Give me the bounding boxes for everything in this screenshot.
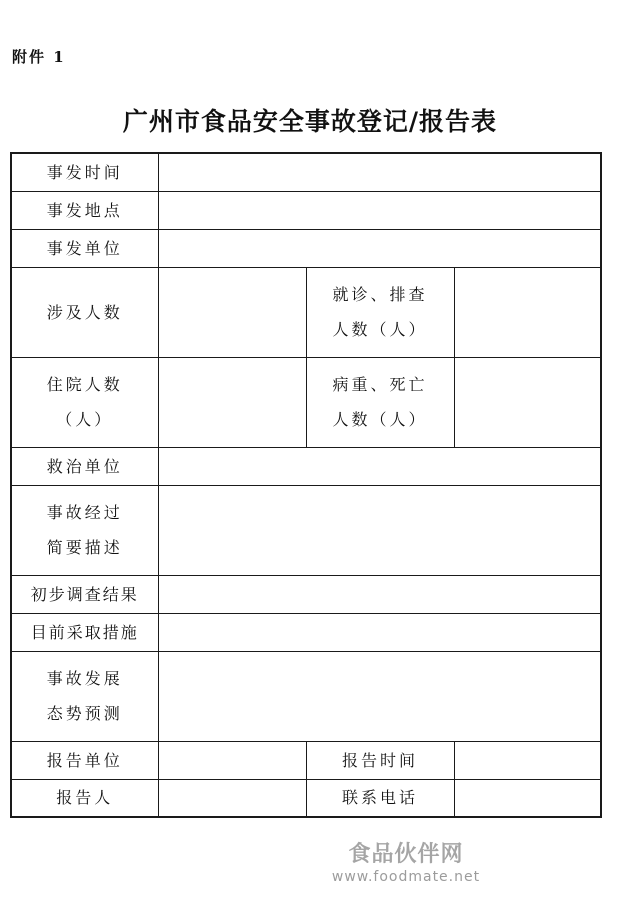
people-involved-label: 涉及人数 bbox=[11, 267, 158, 357]
incident-unit-field[interactable] bbox=[158, 229, 601, 267]
incident-summary-label-line1: 事故经过 bbox=[46, 503, 123, 522]
incident-summary-field[interactable] bbox=[158, 485, 601, 575]
reporter-field[interactable] bbox=[158, 779, 306, 817]
treating-unit-label: 救治单位 bbox=[11, 447, 158, 485]
preliminary-results-label: 初步调查结果 bbox=[11, 575, 158, 613]
contact-phone-field[interactable] bbox=[454, 779, 601, 817]
preliminary-results-field[interactable] bbox=[158, 575, 601, 613]
critical-dead-field[interactable] bbox=[454, 357, 601, 447]
reporting-unit-field[interactable] bbox=[158, 741, 306, 779]
critical-dead-label-line1: 病重、死亡 bbox=[332, 375, 428, 394]
measures-taken-label: 目前采取措施 bbox=[11, 613, 158, 651]
treated-screened-label-line2: 人数（人） bbox=[332, 320, 428, 339]
hospitalized-label-line1: 住院人数 bbox=[46, 375, 123, 394]
treated-screened-field[interactable] bbox=[454, 267, 601, 357]
watermark-url: www.foodmate.net bbox=[331, 869, 481, 885]
report-time-field[interactable] bbox=[454, 741, 601, 779]
incident-unit-label: 事发单位 bbox=[11, 229, 158, 267]
treated-screened-label bbox=[306, 267, 454, 357]
incident-time-label: 事发时间 bbox=[11, 153, 158, 191]
attachment-label: 附件 1 bbox=[12, 48, 66, 66]
hospitalized-label bbox=[11, 357, 158, 447]
critical-dead-label bbox=[306, 357, 454, 447]
watermark-chinese: 食品伙伴网 bbox=[348, 842, 464, 867]
development-forecast-label-line2: 态势预测 bbox=[46, 704, 123, 723]
development-forecast-field[interactable] bbox=[158, 651, 601, 741]
measures-taken-field[interactable] bbox=[158, 613, 601, 651]
incident-location-field[interactable] bbox=[158, 191, 601, 229]
reporter-label: 报告人 bbox=[11, 779, 158, 817]
people-involved-field[interactable] bbox=[158, 267, 306, 357]
hospitalized-field[interactable] bbox=[158, 357, 306, 447]
treating-unit-field[interactable] bbox=[158, 447, 601, 485]
reporting-unit-label: 报告单位 bbox=[11, 741, 158, 779]
watermark bbox=[326, 842, 486, 886]
incident-summary-label-line2: 简要描述 bbox=[46, 538, 123, 557]
hospitalized-label-line2: （人） bbox=[56, 410, 114, 429]
development-forecast-label bbox=[11, 651, 158, 741]
form-title: 广州市食品安全事故登记/报告表 bbox=[122, 107, 498, 136]
incident-report-table bbox=[10, 152, 602, 818]
incident-time-field[interactable] bbox=[158, 153, 601, 191]
incident-summary-label bbox=[11, 485, 158, 575]
incident-location-label: 事发地点 bbox=[11, 191, 158, 229]
contact-phone-label: 联系电话 bbox=[306, 779, 454, 817]
treated-screened-label-line1: 就诊、排查 bbox=[332, 285, 428, 304]
critical-dead-label-line2: 人数（人） bbox=[332, 410, 428, 429]
development-forecast-label-line1: 事故发展 bbox=[46, 669, 123, 688]
report-time-label: 报告时间 bbox=[306, 741, 454, 779]
